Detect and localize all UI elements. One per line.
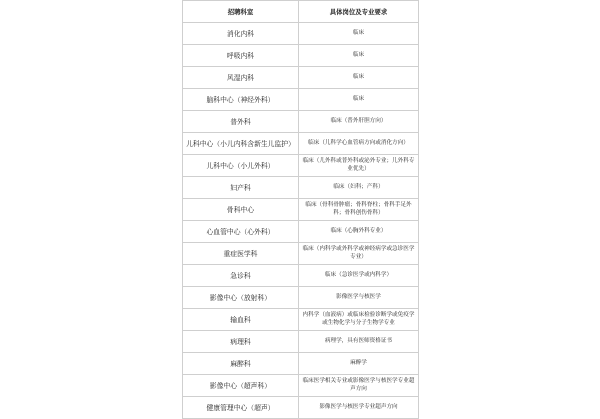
dept-cell: 儿科中心（小儿外科） <box>183 155 299 177</box>
dept-cell: 风湿内科 <box>183 67 299 89</box>
dept-cell: 病理科 <box>183 331 299 353</box>
requirement-cell: 临床（儿外科或普外科或泌外专业；儿外科专业优先） <box>299 155 419 177</box>
requirement-cell: 影像医学与核医学 <box>299 287 419 309</box>
dept-cell: 妇产科 <box>183 177 299 199</box>
table-row <box>183 45 419 67</box>
table-row <box>183 177 419 199</box>
dept-cell: 急诊科 <box>183 265 299 287</box>
header-dept: 招聘科室 <box>183 1 299 23</box>
dept-cell: 健康管理中心（超声） <box>183 397 299 419</box>
table-row <box>183 133 419 155</box>
table-row <box>183 265 419 287</box>
requirement-cell: 病理学，具有医师资格证书 <box>299 331 419 353</box>
requirement-cell: 临床医学相关专业或影像医学与核医学专业超声方向 <box>299 375 419 397</box>
requirement-cell: 临床 <box>299 45 419 67</box>
dept-cell: 消化内科 <box>183 23 299 45</box>
dept-cell: 输血科 <box>183 309 299 331</box>
requirement-cell: 临床（骨科骨肿瘤；骨科脊柱；骨科手足外科；骨科创伤骨科） <box>299 199 419 221</box>
table-row <box>183 309 419 331</box>
recruitment-table <box>182 0 419 419</box>
table-row <box>183 221 419 243</box>
requirement-cell: 内科学（血液病）或临床检验诊断学或免疫学或生物化学与分子生物学专业 <box>299 309 419 331</box>
table-row <box>183 23 419 45</box>
requirement-cell: 临床 <box>299 89 419 111</box>
dept-cell: 呼吸内科 <box>183 45 299 67</box>
requirement-cell: 临床 <box>299 67 419 89</box>
table-row <box>183 397 419 419</box>
table-row <box>183 89 419 111</box>
recruitment-table-container <box>182 0 418 412</box>
header-requirements: 具体岗位及专业要求 <box>299 1 419 23</box>
dept-cell: 重症医学科 <box>183 243 299 265</box>
table-row <box>183 155 419 177</box>
table-row <box>183 331 419 353</box>
requirement-cell: 临床（内科学或外科学或神经病学或急诊医学专业） <box>299 243 419 265</box>
table-row <box>183 111 419 133</box>
table-row <box>183 353 419 375</box>
dept-cell: 脑科中心（神经外科） <box>183 89 299 111</box>
requirement-cell: 临床（普外肝胆方向） <box>299 111 419 133</box>
dept-cell: 影像中心（超声科） <box>183 375 299 397</box>
dept-cell: 普外科 <box>183 111 299 133</box>
requirement-cell: 麻醉学 <box>299 353 419 375</box>
table-row <box>183 199 419 221</box>
requirement-cell: 临床（心胸外科专业） <box>299 221 419 243</box>
dept-cell: 心血管中心（心外科） <box>183 221 299 243</box>
dept-cell: 影像中心（放射科） <box>183 287 299 309</box>
requirement-cell: 临床 <box>299 23 419 45</box>
table-body <box>183 23 419 419</box>
requirement-cell: 临床（儿科学心血管病方向或消化方向） <box>299 133 419 155</box>
requirement-cell: 临床（妇科；产科） <box>299 177 419 199</box>
table-row <box>183 67 419 89</box>
requirement-cell: 影像医学与核医学专业超声方向 <box>299 397 419 419</box>
requirement-cell: 临床（急诊医学或内科学） <box>299 265 419 287</box>
dept-cell: 麻醉科 <box>183 353 299 375</box>
dept-cell: 骨科中心 <box>183 199 299 221</box>
table-row <box>183 375 419 397</box>
table-row <box>183 243 419 265</box>
table-header-row <box>183 1 419 23</box>
table-row <box>183 287 419 309</box>
dept-cell: 儿科中心（小儿内科含新生儿监护） <box>183 133 299 155</box>
